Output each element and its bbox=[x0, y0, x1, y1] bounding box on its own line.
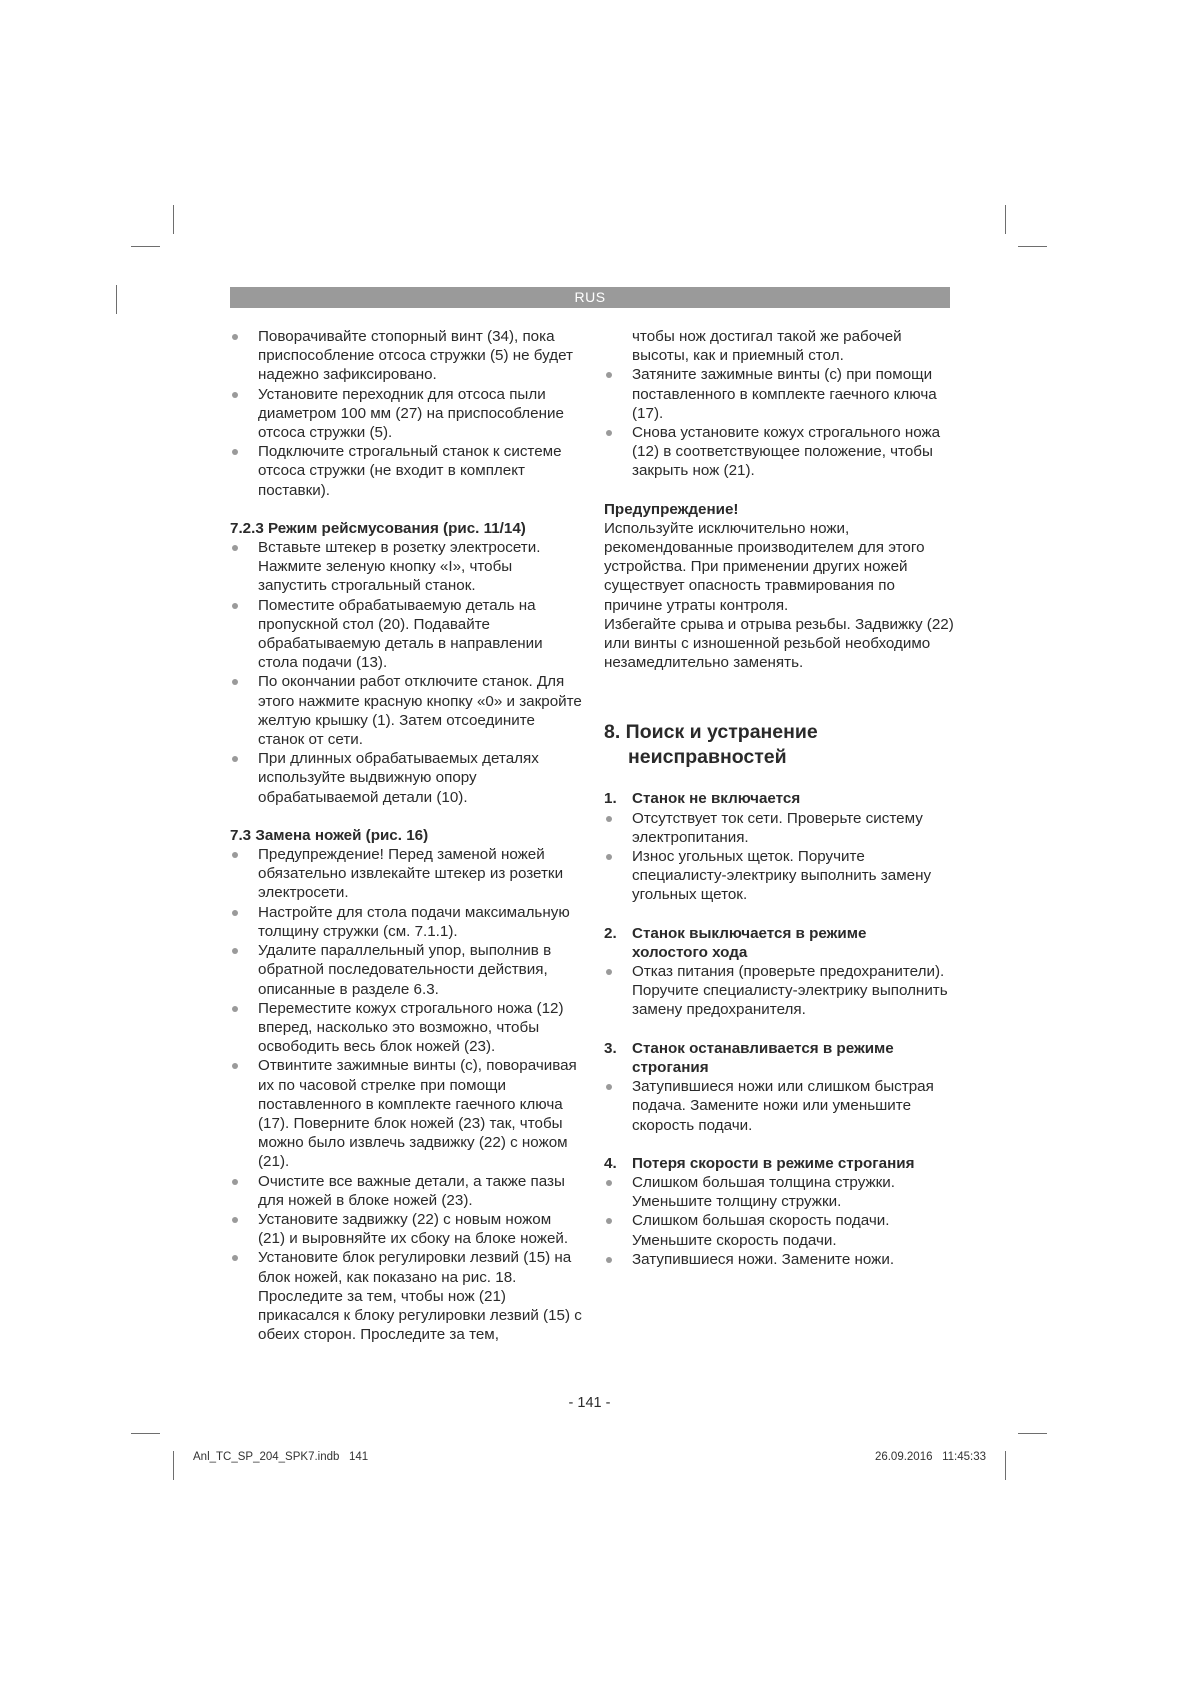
list-item: Слишком большая толщина стружки. Уменьшите толщину стружки. bbox=[604, 1173, 956, 1211]
crop-mark bbox=[173, 1451, 174, 1480]
chapter-title-line: неисправностей bbox=[628, 746, 787, 769]
fault-list bbox=[604, 1077, 956, 1135]
list-item: Установите блок регулировки лезвий (15) на блок ножей, как показано на рис. 18. Проследите за тем, чтобы нож (21) прикасался к блоку регулировки лезвий (15) с обеих сторон. Проследите за тем, bbox=[230, 1248, 582, 1344]
knife-replacement-list-cont bbox=[604, 365, 956, 480]
section-heading-7-3: 7.3 Замена ножей (рис. 16) bbox=[230, 826, 429, 844]
list-item: Переместите кожух строгального ножа (12) вперед, насколько это возможно, чтобы освободить весь блок ножей (23). bbox=[230, 999, 582, 1057]
crop-mark bbox=[1005, 205, 1006, 234]
list-item: Затупившиеся ножи. Замените ножи. bbox=[604, 1250, 956, 1269]
list-item: Слишком большая скорость подачи. Уменьшите скорость подачи. bbox=[604, 1211, 956, 1249]
list-item: Вставьте штекер в розетку электросети. Нажмите зеленую кнопку «I», чтобы запустить строгальный станок. bbox=[230, 538, 582, 596]
warning-paragraph: Избегайте срыва и отрыва резьбы. Задвижку (22) или винты с изношенной резьбой необходимо незамедлительно заменять. bbox=[604, 615, 954, 672]
chapter-title-line: 8. Поиск и устранение bbox=[604, 721, 818, 744]
language-header: RUS bbox=[230, 287, 950, 308]
fault-list bbox=[604, 809, 956, 905]
intro-list bbox=[230, 327, 582, 500]
footer-file-info: Anl_TC_SP_204_SPK7.indb 141 bbox=[193, 1451, 369, 1463]
crop-mark bbox=[116, 285, 117, 314]
list-item: Настройте для стола подачи максимальную толщину стружки (см. 7.1.1). bbox=[230, 903, 582, 941]
chapter-title bbox=[604, 720, 956, 770]
fault-heading: 4. Потеря скорости в режиме строгания bbox=[604, 1154, 915, 1172]
list-item: Затупившиеся ножи или слишком быстрая подача. Замените ножи или уменьшите скорость подачи. bbox=[604, 1077, 956, 1135]
continued-text: чтобы нож достигал такой же рабочей высоты, как и приемный стол. bbox=[632, 328, 902, 365]
section-7-3-list bbox=[230, 845, 582, 1344]
list-item: Установите переходник для отсоса пыли диаметром 100 мм (27) на приспособление отсоса стружки (5). bbox=[230, 385, 582, 443]
list-item: Отсутствует ток сети. Проверьте систему электропитания. bbox=[604, 809, 956, 847]
fault-list bbox=[604, 962, 956, 1020]
left-column bbox=[230, 327, 582, 1344]
fault-heading: 3. Станок останавливается в режиме строгания bbox=[604, 1039, 894, 1076]
list-item: Очистите все важные детали, а также пазы для ножей в блоке ножей (23). bbox=[230, 1172, 582, 1210]
list-item: По окончании работ отключите станок. Для этого нажмите красную кнопку «0» и закройте желтую крышку (1). Затем отсоедините станок от сети. bbox=[230, 672, 582, 749]
right-column bbox=[604, 327, 956, 1269]
list-item: Отказ питания (проверьте предохранители). Поручите специалисту-электрику выполнить замену предохранителя. bbox=[604, 962, 956, 1020]
crop-mark bbox=[1005, 1451, 1006, 1480]
crop-mark bbox=[131, 1433, 160, 1434]
fault-heading: 2. Станок выключается в режиме холостого хода bbox=[604, 924, 867, 961]
list-item: При длинных обрабатываемых деталях используйте выдвижную опору обрабатываемой детали (10). bbox=[230, 749, 582, 807]
crop-mark bbox=[131, 246, 160, 247]
list-item: Отвинтите зажимные винты (c), поворачивая их по часовой стрелке при помощи поставленного в комплекте гаечного ключа (17). Поверните блок ножей (23) так, чтобы можно было извлечь задвижку (22) с ножом (21). bbox=[230, 1056, 582, 1171]
list-item: Удалите параллельный упор, выполнив в обратной последовательности действия, описанные в разделе 6.3. bbox=[230, 941, 582, 999]
footer-timestamp: 26.09.2016 11:45:33 bbox=[874, 1451, 986, 1463]
fault-list bbox=[604, 1173, 956, 1269]
list-item: Предупреждение! Перед заменой ножей обязательно извлекайте штекер из розетки электросети. bbox=[230, 845, 582, 903]
list-item: Снова установите кожух строгального ножа (12) в соответствующее положение, чтобы закрыть нож (21). bbox=[604, 423, 956, 481]
list-item: Затяните зажимные винты (c) при помощи поставленного в комплекте гаечного ключа (17). bbox=[604, 365, 956, 423]
warning-paragraph: Используйте исключительно ножи, рекомендованные производителем для этого устройства. При применении других ножей существует опасность травмирования по причине утраты контроля. bbox=[604, 519, 925, 614]
fault-heading: 1. Станок не включается bbox=[604, 790, 801, 808]
list-item: Поместите обрабатываемую деталь на пропускной стол (20). Подавайте обрабатываемую деталь в направлении стола подачи (13). bbox=[230, 596, 582, 673]
section-heading-7-2-3: 7.2.3 Режим рейсмусования (рис. 11/14) bbox=[230, 519, 526, 537]
list-item: Установите задвижку (22) с новым ножом (21) и выровняйте их сбоку на блоке ножей. bbox=[230, 1210, 582, 1248]
list-item: Износ угольных щеток. Поручите специалисту-электрику выполнить замену угольных щеток. bbox=[604, 847, 956, 905]
warning-heading: Предупреждение! bbox=[604, 500, 739, 518]
crop-mark bbox=[173, 205, 174, 234]
list-item: Поворачивайте стопорный винт (34), пока приспособление отсоса стружки (5) не будет надежно зафиксировано. bbox=[230, 327, 582, 385]
crop-mark bbox=[1018, 1433, 1047, 1434]
crop-mark bbox=[1018, 246, 1047, 247]
section-7-2-3-list bbox=[230, 538, 582, 807]
page-number: - 141 - bbox=[568, 1395, 611, 1411]
list-item: Подключите строгальный станок к системе отсоса стружки (не входит в комплект поставки). bbox=[230, 442, 582, 500]
